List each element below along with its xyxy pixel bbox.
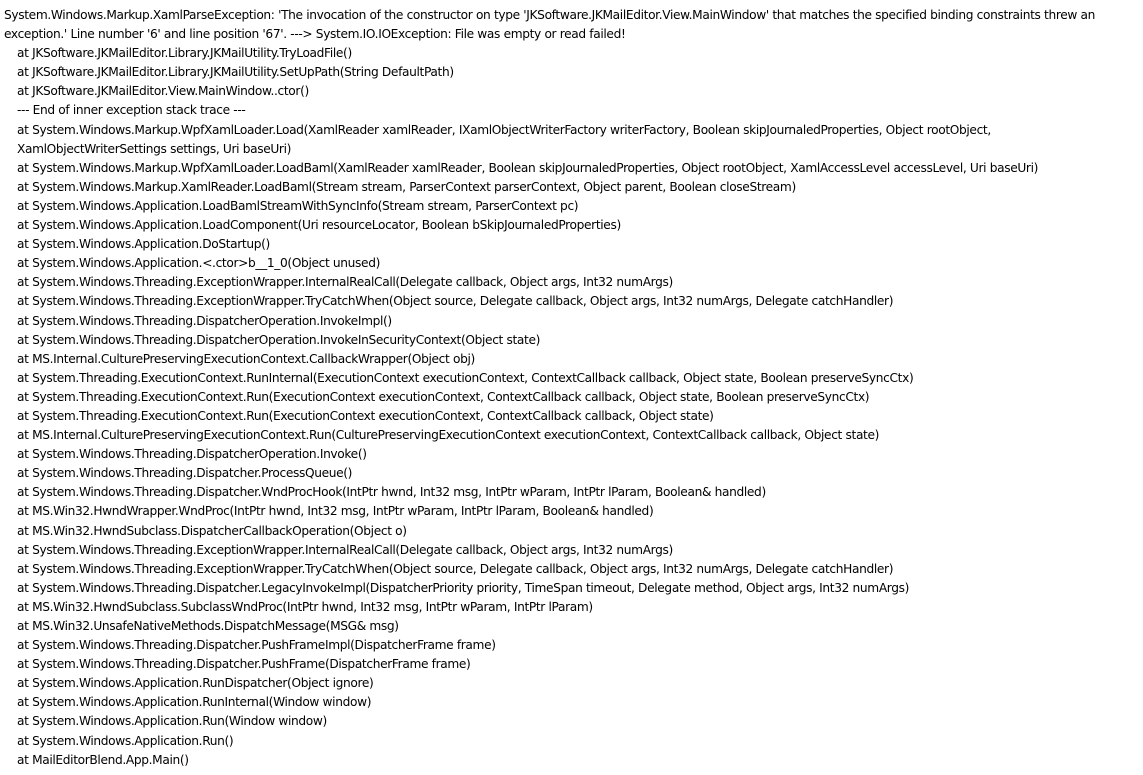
stack-frame: at System.Windows.Application.DoStartup() — [17, 237, 270, 252]
stack-frame: at MS.Win32.HwndSubclass.SubclassWndProc(IntPtr hwnd, Int32 msg, IntPtr wParam, IntPtr lParam) — [17, 599, 593, 614]
stack-frame: at System.Windows.Markup.WpfXamlLoader.LoadBaml(XamlReader xamlReader, Boolean skipJournaledProperties, Object rootObject, XamlAccessLevel accessLevel, Uri baseUri) — [17, 160, 1039, 175]
stack-frame: at System.Windows.Application.LoadBamlStreamWithSyncInfo(Stream stream, ParserContext pc) — [17, 198, 579, 213]
stack-frame: at MS.Win32.UnsafeNativeMethods.DispatchMessage(MSG& msg) — [17, 619, 399, 633]
stack-frame: at System.Windows.Threading.Dispatcher.ProcessQueue() — [17, 466, 353, 481]
stack-frame: at System.Windows.Threading.DispatcherOperation.InvokeInSecurityContext(Object state) — [17, 332, 541, 347]
stack-frame: at System.Windows.Markup.XamlReader.LoadBaml(Stream stream, ParserContext parserContext, Object parent, Boolean closeStream) — [17, 179, 796, 194]
stack-frame: at System.Windows.Application.<.ctor>b__1_0(Object unused) — [17, 256, 380, 271]
stack-frame: at System.Windows.Application.RunInternal(Window window) — [17, 695, 372, 710]
stack-frame: at System.Threading.ExecutionContext.Run(ExecutionContext executionContext, ContextCallback callback, Object state) — [17, 408, 714, 423]
stack-frame: at System.Windows.Threading.Dispatcher.WndProcHook(IntPtr hwnd, Int32 msg, IntPtr wParam, IntPtr lParam, Boolean& handled) — [17, 485, 766, 500]
stack-frame: at System.Windows.Application.Run() — [17, 733, 234, 748]
stack-frame: at JKSoftware.JKMailEditor.Library.JKMailUtility.SetUpPath(String DefaultPath) — [17, 65, 454, 80]
stack-frame: at JKSoftware.JKMailEditor.Library.JKMailUtility.TryLoadFile() — [17, 46, 352, 61]
stack-frame: at System.Windows.Application.Run(Window window) — [17, 714, 327, 729]
stack-frame: at System.Windows.Threading.ExceptionWrapper.TryCatchWhen(Object source, Delegate callback, Object args, Int32 numArgs, Delegate catchHandler) — [17, 294, 894, 309]
stack-frame: at System.Windows.Application.LoadComponent(Uri resourceLocator, Boolean bSkipJournaledProperties) — [17, 218, 621, 233]
stack-frame: at MS.Win32.HwndSubclass.DispatcherCallbackOperation(Object o) — [17, 523, 407, 538]
exception-header: System.Windows.Markup.XamlParseException: 'The invocation of the constructor on type 'JKSoftware.JKMailEditor.View.MainWindow' that matches the specified binding constraints threw an exception.' Line number '6' and line position '67'. ---> System.IO.IOException: File was empty or read failed! — [4, 8, 1096, 42]
stack-frame: at MS.Internal.CulturePreservingExecutionContext.Run(CulturePreservingExecutionContext executionContext, ContextCallback callback, Object state) — [17, 428, 880, 443]
stack-frame: at System.Windows.Threading.ExceptionWrapper.TryCatchWhen(Object source, Delegate callback, Object args, Int32 numArgs, Delegate catchHandler) — [17, 561, 894, 576]
stack-frame: at MailEditorBlend.App.Main() — [17, 752, 189, 767]
stack-frame: at System.Threading.ExecutionContext.RunInternal(ExecutionContext executionContext, ContextCallback callback, Object state, Boolean preserveSyncCtx) — [17, 370, 914, 385]
stack-frame: at System.Windows.Threading.DispatcherOperation.InvokeImpl() — [17, 313, 392, 328]
stack-frame: at MS.Internal.CulturePreservingExecutionContext.CallbackWrapper(Object obj) — [17, 351, 475, 366]
stack-frame: at System.Threading.ExecutionContext.Run(ExecutionContext executionContext, ContextCallback callback, Object state, Boolean preserveSyncCtx) — [17, 389, 870, 404]
stack-frame: at JKSoftware.JKMailEditor.View.MainWindow..ctor() — [17, 84, 309, 99]
stack-frame: at System.Windows.Markup.WpfXamlLoader.Load(XamlReader xamlReader, IXamlObjectWriterFactory writerFactory, Boolean skipJournaledProperties, Object rootObject, XamlObjectWriterSettings settings, Uri baseUri) — [17, 122, 991, 156]
stack-frame: at System.Windows.Threading.Dispatcher.PushFrameImpl(DispatcherFrame frame) — [17, 638, 496, 653]
stack-frame: at System.Windows.Threading.ExceptionWrapper.InternalRealCall(Delegate callback, Object args, Int32 numArgs) — [17, 275, 673, 290]
stack-frame: at System.Windows.Threading.DispatcherOperation.Invoke() — [17, 447, 367, 462]
stack-frame: at MS.Win32.HwndWrapper.WndProc(IntPtr hwnd, Int32 msg, IntPtr wParam, IntPtr lParam, Boolean& handled) — [17, 504, 654, 519]
end-inner-exception-marker: --- End of inner exception stack trace --- — [17, 103, 246, 118]
stack-frame: at System.Windows.Application.RunDispatcher(Object ignore) — [17, 676, 374, 691]
stack-frame: at System.Windows.Threading.Dispatcher.LegacyInvokeImpl(DispatcherPriority priority, TimeSpan timeout, Delegate method, Object args, Int32 numArgs) — [17, 580, 910, 595]
stack-frame: at System.Windows.Threading.ExceptionWrapper.InternalRealCall(Delegate callback, Object args, Int32 numArgs) — [17, 542, 673, 557]
stack-frame: at System.Windows.Threading.Dispatcher.PushFrame(DispatcherFrame frame) — [17, 657, 471, 672]
